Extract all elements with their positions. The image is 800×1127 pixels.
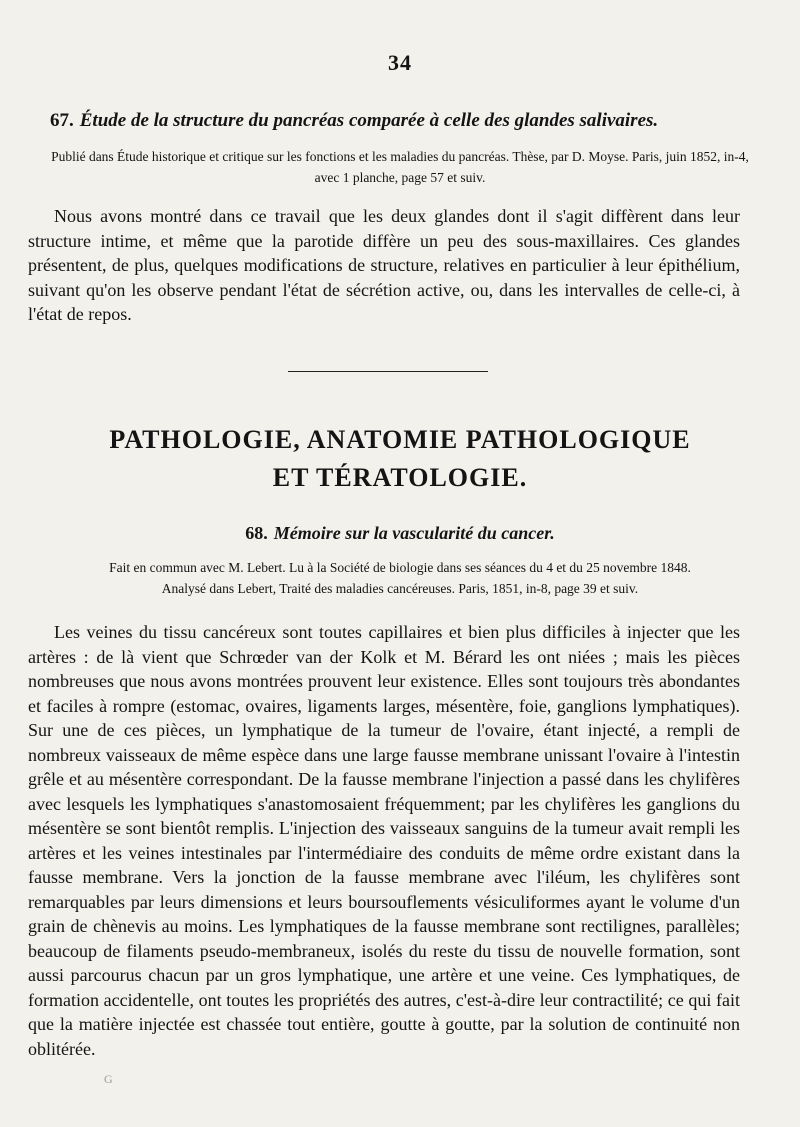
- entry-68-number: 68.: [245, 523, 268, 543]
- entry-67-body-text: Nous avons montré dans ce travail que les deux glandes dont il s'agit diffèrent dans leur structure intime, et même que la parotide diffère un peu des sous-maxillaires. Ces glandes présentent, de plus, quelques modifications de structure, relatives en particulier à leur épithélium, suivant qu'on les observe pendant l'état de sécrétion active, ou, dans les intervalles de celle-ci, à l'état de repos.: [28, 206, 740, 324]
- section-title-line-2: ET TÉRATOLOGIE.: [272, 463, 528, 492]
- entry-68-body-paragraph: [28, 620, 740, 1061]
- entry-68-publication-line-1: Fait en commun avec M. Lebert. Lu à la Société de biologie dans ses séances du 4 et du 25 novembre 1848.: [109, 560, 691, 575]
- entry-68-publication-line-2: Analysé dans Lebert, Traité des maladies cancéreuses. Paris, 1851, in-8, page 39 et suiv.: [161, 581, 639, 596]
- section-divider: [288, 371, 488, 372]
- page-number: 34: [388, 50, 412, 75]
- entry-68-body-text: Les veines du tissu cancéreux sont toutes capillaires et bien plus difficiles à injecter que les artères : de là vient que Schrœder van der Kolk et M. Bérard les ont niées ; mais les pièces nombreuses que nous avons montrées prouvent leur existence. Elles sont toujours très abondantes et faciles à rompre (estomac, ovaires, ligaments larges, mésentère, foie, ganglions lymphatiques). Sur une de ces pièces, un lymphatique de la tumeur de l'ovaire, étant injecté, a rempli de nombreux vaisseaux de même espèce dans une large fausse membrane unissant l'ovaire à l'intestin grêle et au mésentère correspondant. De la fausse membrane l'injection a passé dans les chylifères avec lesquels les lymphatiques s'anastomosaient fréquemment; par les chylifères les ganglions du mésentère se sont bientôt remplis. L'injection des vaisseaux sanguins de la tumeur avait rempli les artères et les veines intestinales par l'intermédiaire des conduits de même ordre existant dans la fausse membrane. Vers la jonction de la fausse membrane avec l'iléum, les chylifères sont remarquables par leurs dimensions et leurs boursouflements vésiculiformes ayant le volume d'un grain de chènevis au moins. Les lymphatiques de la fausse membrane sont rectilignes, parallèles; beaucoup de filaments pseudo-membraneux, isolés du reste du tissu de nouvelle formation, sont aussi parcourus chacun par un gros lymphatique, une artère et une veine. Ces lymphatiques, de formation accidentelle, ont toutes les propriétés des autres, c'est-à-dire leur contractilité; ce qui fait que la matière injectée est chassée tout entière, goutte à goutte, par la solution de continuité non oblitérée.: [28, 622, 740, 1059]
- entry-68-publication-note: [30, 557, 770, 599]
- entry-67-heading: [50, 109, 750, 133]
- entry-68-heading: [0, 521, 800, 545]
- footer-signature-mark: G: [104, 1072, 113, 1086]
- entry-67-number: 67.: [50, 110, 74, 131]
- section-title-line-1: PATHOLOGIE, ANATOMIE PATHOLOGIQUE: [109, 425, 691, 454]
- entry-67-publication-note: Publié dans Étude historique et critique sur les fonctions et les maladies du pancréas. Thèse, par D. Moyse. Paris, juin 1852, in-4, avec 1 planche, page 57 et suiv.: [51, 149, 749, 185]
- entry-67-body-paragraph: [28, 204, 740, 327]
- entry-68-title: Mémoire sur la vascularité du cancer.: [273, 523, 555, 543]
- entry-67-title: Étude de la structure du pancréas comparée à celle des glandes salivaires.: [79, 110, 659, 131]
